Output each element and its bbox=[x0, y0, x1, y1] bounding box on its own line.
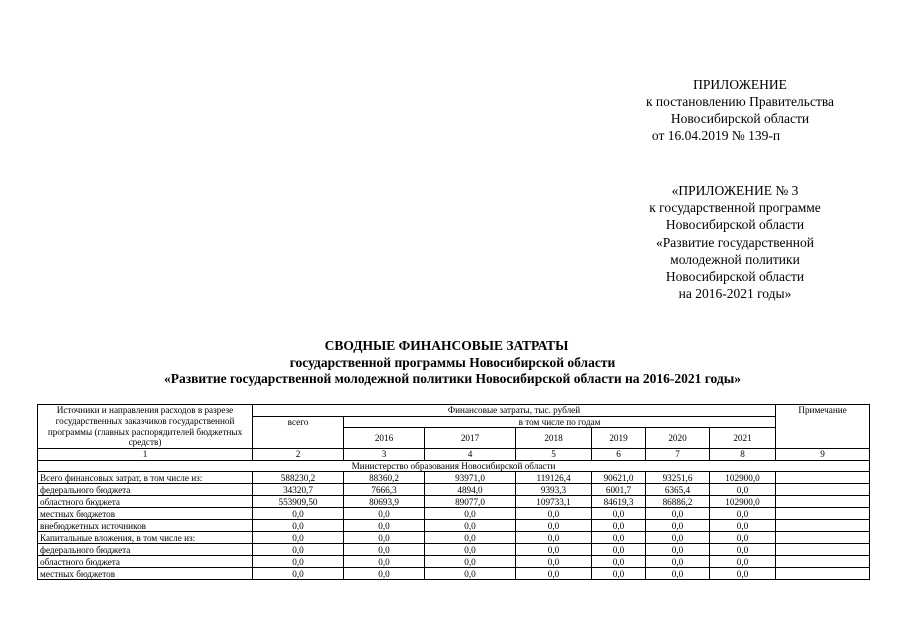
cell-year-value: 0,0 bbox=[344, 532, 425, 544]
cell-year-value: 0,0 bbox=[344, 508, 425, 520]
program-appendix-line: «Развитие государственной bbox=[656, 234, 814, 250]
cell-total: 553909,50 bbox=[253, 496, 344, 508]
row-label: Капитальные вложения, в том числе из: bbox=[38, 532, 253, 544]
cell-year-value: 0,0 bbox=[710, 520, 776, 532]
cell-year-value: 119126,4 bbox=[516, 472, 592, 484]
col-number: 2 bbox=[253, 449, 344, 461]
appendix-line: Новосибирской области bbox=[670, 111, 810, 126]
cell-year-value: 93971,0 bbox=[425, 472, 516, 484]
table-row bbox=[38, 484, 870, 496]
cell-year-value: 9393,3 bbox=[516, 484, 592, 496]
cell-year-value: 0,0 bbox=[710, 556, 776, 568]
cell-year-value: 0,0 bbox=[425, 520, 516, 532]
financial-costs-table bbox=[37, 404, 870, 580]
cell-total: 0,0 bbox=[253, 556, 344, 568]
cell-note bbox=[776, 496, 870, 508]
appendix-to-program bbox=[590, 182, 880, 302]
header-year: 2021 bbox=[710, 428, 776, 449]
header-costs: Финансовые затраты, тыс. рублей bbox=[253, 405, 776, 417]
cell-year-value: 6365,4 bbox=[646, 484, 710, 496]
table-row bbox=[38, 472, 870, 484]
cell-year-value: 0,0 bbox=[710, 568, 776, 580]
cell-total: 0,0 bbox=[253, 520, 344, 532]
program-appendix-line: Новосибирской области bbox=[665, 269, 805, 285]
header-total: всего bbox=[253, 416, 344, 449]
cell-year-value: 4894,0 bbox=[425, 484, 516, 496]
cell-total: 0,0 bbox=[253, 568, 344, 580]
cell-total: 588230,2 bbox=[253, 472, 344, 484]
cell-year-value: 0,0 bbox=[344, 520, 425, 532]
cell-note bbox=[776, 544, 870, 556]
header-year: 2017 bbox=[425, 428, 516, 449]
cell-year-value: 0,0 bbox=[516, 508, 592, 520]
cell-year-value: 0,0 bbox=[344, 556, 425, 568]
table-row bbox=[38, 544, 870, 556]
table-row bbox=[38, 568, 870, 580]
cell-note bbox=[776, 472, 870, 484]
appendix-line: к постановлению Правительства bbox=[645, 94, 835, 109]
header-sources: Источники и направления расходов в разрезе государственных заказчиков государственной программы (главных распорядителей бюджетных средств) bbox=[38, 405, 253, 449]
cell-year-value: 0,0 bbox=[425, 532, 516, 544]
title-line-1: СВОДНЫЕ ФИНАНСОВЫЕ ЗАТРАТЫ bbox=[324, 338, 569, 353]
cell-year-value: 0,0 bbox=[646, 532, 710, 544]
header-notes: Примечание bbox=[776, 405, 870, 449]
appendix-to-resolution bbox=[600, 76, 880, 144]
cell-year-value: 6001,7 bbox=[592, 484, 646, 496]
cell-year-value: 0,0 bbox=[592, 544, 646, 556]
cell-year-value: 0,0 bbox=[710, 544, 776, 556]
cell-year-value: 0,0 bbox=[516, 568, 592, 580]
table-row bbox=[38, 532, 870, 544]
title-line-3: «Развитие государственной молодежной политики Новосибирской области на 2016-2021 годы» bbox=[163, 371, 742, 386]
cell-total: 0,0 bbox=[253, 544, 344, 556]
col-number: 3 bbox=[344, 449, 425, 461]
cell-year-value: 88360,2 bbox=[344, 472, 425, 484]
cell-note bbox=[776, 556, 870, 568]
table-row bbox=[38, 556, 870, 568]
cell-total: 0,0 bbox=[253, 532, 344, 544]
header-year: 2019 bbox=[592, 428, 646, 449]
cell-year-value: 90621,0 bbox=[592, 472, 646, 484]
table-row bbox=[38, 520, 870, 532]
cell-year-value: 0,0 bbox=[710, 484, 776, 496]
cell-year-value: 102900,0 bbox=[710, 472, 776, 484]
cell-note bbox=[776, 532, 870, 544]
header-year: 2018 bbox=[516, 428, 592, 449]
cell-year-value: 0,0 bbox=[592, 568, 646, 580]
cell-year-value: 0,0 bbox=[516, 556, 592, 568]
program-appendix-line: на 2016-2021 годы» bbox=[678, 286, 792, 302]
cell-total: 0,0 bbox=[253, 508, 344, 520]
cell-year-value: 0,0 bbox=[592, 520, 646, 532]
appendix-line: ПРИЛОЖЕНИЕ bbox=[693, 77, 787, 92]
cell-year-value: 0,0 bbox=[646, 568, 710, 580]
document-title bbox=[0, 338, 905, 388]
cell-year-value: 0,0 bbox=[516, 532, 592, 544]
cell-year-value: 0,0 bbox=[646, 508, 710, 520]
cell-year-value: 84619,3 bbox=[592, 496, 646, 508]
col-number: 5 bbox=[516, 449, 592, 461]
col-number: 6 bbox=[592, 449, 646, 461]
cell-year-value: 86886,2 bbox=[646, 496, 710, 508]
cell-year-value: 0,0 bbox=[710, 532, 776, 544]
cell-year-value: 0,0 bbox=[425, 556, 516, 568]
row-label: местных бюджетов bbox=[38, 568, 253, 580]
row-label: Всего финансовых затрат, в том числе из: bbox=[38, 472, 253, 484]
header-year: 2016 bbox=[344, 428, 425, 449]
table-row bbox=[38, 508, 870, 520]
cell-note bbox=[776, 520, 870, 532]
cell-year-value: 93251,6 bbox=[646, 472, 710, 484]
cell-year-value: 0,0 bbox=[592, 508, 646, 520]
cell-year-value: 109733,1 bbox=[516, 496, 592, 508]
row-label: федерального бюджета bbox=[38, 484, 253, 496]
title-line-2: государственной программы Новосибирской области bbox=[289, 354, 616, 370]
cell-year-value: 102900,0 bbox=[710, 496, 776, 508]
header-year: 2020 bbox=[646, 428, 710, 449]
cell-year-value: 0,0 bbox=[710, 508, 776, 520]
row-label: областного бюджета bbox=[38, 556, 253, 568]
col-number: 4 bbox=[425, 449, 516, 461]
cell-year-value: 0,0 bbox=[425, 508, 516, 520]
cell-year-value: 0,0 bbox=[344, 544, 425, 556]
program-appendix-line: к государственной программе bbox=[649, 200, 821, 216]
section-ministry: Министерство образования Новосибирской области bbox=[38, 460, 870, 472]
cell-year-value: 0,0 bbox=[516, 520, 592, 532]
cell-note bbox=[776, 568, 870, 580]
row-label: федерального бюджета bbox=[38, 544, 253, 556]
cell-year-value: 0,0 bbox=[646, 544, 710, 556]
cell-year-value: 0,0 bbox=[425, 544, 516, 556]
program-appendix-line: «ПРИЛОЖЕНИЕ № 3 bbox=[671, 183, 799, 198]
cell-year-value: 0,0 bbox=[592, 532, 646, 544]
cell-year-value: 7666,3 bbox=[344, 484, 425, 496]
col-number: 8 bbox=[710, 449, 776, 461]
cell-year-value: 0,0 bbox=[646, 520, 710, 532]
cell-year-value: 0,0 bbox=[425, 568, 516, 580]
row-label: внебюджетных источников bbox=[38, 520, 253, 532]
row-label: местных бюджетов bbox=[38, 508, 253, 520]
cell-year-value: 0,0 bbox=[516, 544, 592, 556]
cell-year-value: 0,0 bbox=[344, 568, 425, 580]
cell-year-value: 0,0 bbox=[592, 556, 646, 568]
program-appendix-line: молодежной политики bbox=[670, 251, 800, 267]
program-appendix-line: Новосибирской области bbox=[665, 217, 805, 233]
appendix-line: от 16.04.2019 № 139-п bbox=[651, 128, 781, 143]
cell-year-value: 80693,9 bbox=[344, 496, 425, 508]
col-number: 9 bbox=[776, 449, 870, 461]
cell-year-value: 89077,0 bbox=[425, 496, 516, 508]
col-number: 7 bbox=[646, 449, 710, 461]
table-row bbox=[38, 496, 870, 508]
col-number: 1 bbox=[38, 449, 253, 461]
row-label: областного бюджета bbox=[38, 496, 253, 508]
cell-note bbox=[776, 484, 870, 496]
header-by-years: в том числе по годам bbox=[344, 416, 776, 428]
cell-year-value: 0,0 bbox=[646, 556, 710, 568]
cell-total: 34320,7 bbox=[253, 484, 344, 496]
cell-note bbox=[776, 508, 870, 520]
